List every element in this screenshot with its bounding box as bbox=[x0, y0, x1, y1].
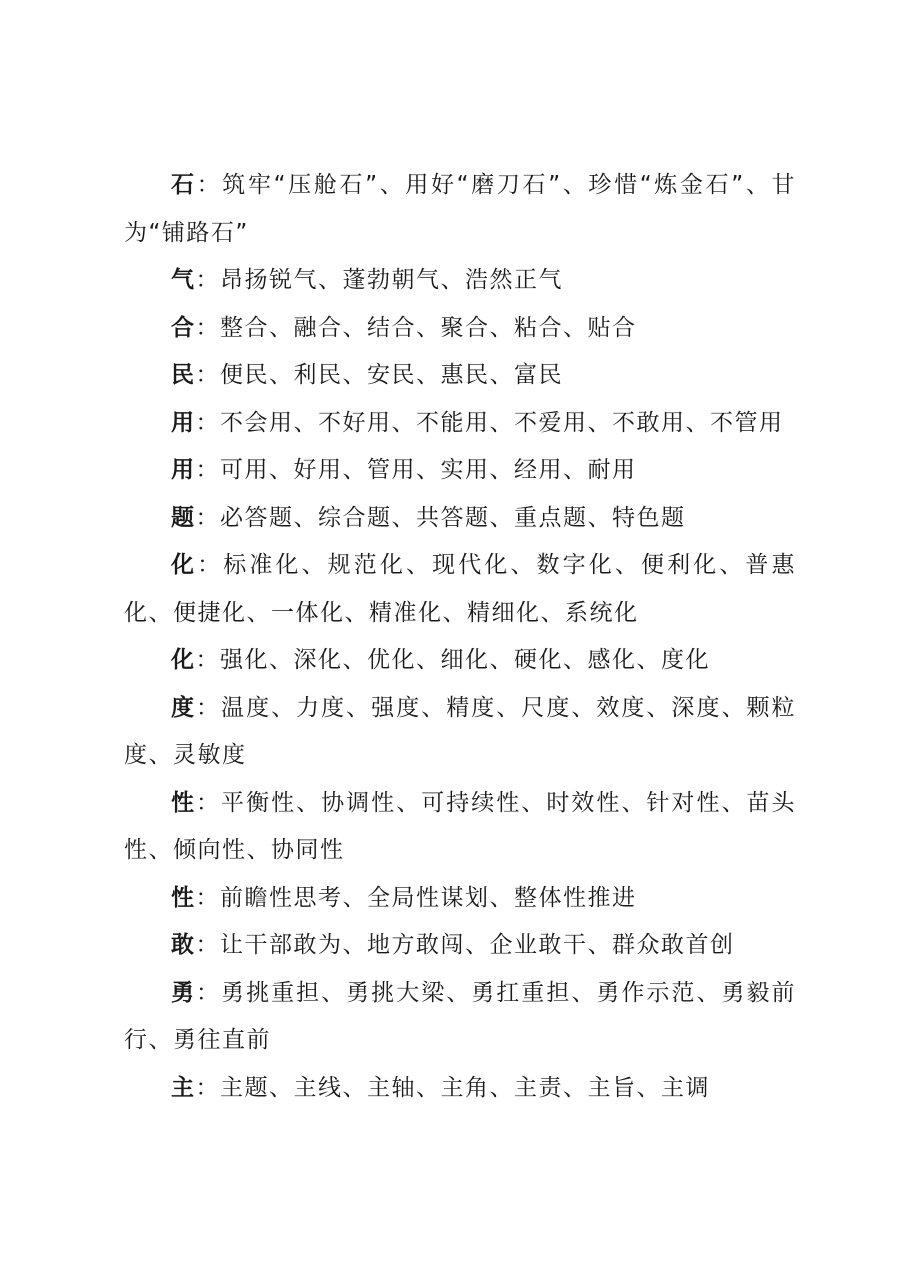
entry-text: ：昂扬锐气、蓬勃朝气、浩然正气 bbox=[195, 267, 563, 293]
entry-xing-1 bbox=[124, 780, 796, 875]
entry-yong-brave bbox=[124, 970, 796, 1065]
entry-key: 题 bbox=[171, 504, 196, 531]
entry-text: ：主题、主线、主轴、主角、主责、主旨、主调 bbox=[195, 1074, 710, 1101]
entry-hua-2 bbox=[124, 637, 796, 685]
entry-ti bbox=[124, 495, 796, 543]
entry-key: 合 bbox=[171, 314, 196, 341]
entry-key: 石 bbox=[171, 172, 197, 198]
entry-text: ：勇挑重担、勇挑大梁、勇扛重担、勇作示范、勇毅前行、勇往直前 bbox=[124, 979, 797, 1053]
entry-text: ：前瞻性思考、全局性谋划、整体性推进 bbox=[195, 884, 637, 911]
entry-text: ：让干部敢为、地方敢闯、企业敢干、群众敢首创 bbox=[195, 932, 735, 958]
entry-text: ：标准化、规范化、现代化、数字化、便利化、普惠化、便捷化、一体化、精准化、精细化、系统化 bbox=[124, 552, 797, 626]
entry-he bbox=[124, 305, 796, 353]
entry-key: 度 bbox=[171, 694, 197, 721]
entry-key: 勇 bbox=[171, 979, 197, 1006]
entry-text: ：温度、力度、强度、精度、尺度、效度、深度、颗粒度、灵敏度 bbox=[124, 694, 797, 768]
entry-xing-2 bbox=[124, 875, 796, 923]
entry-key: 性 bbox=[171, 789, 197, 816]
entry-text: ：平衡性、协调性、可持续性、时效性、针对性、苗头性、倾向性、协同性 bbox=[124, 789, 797, 863]
entry-gan bbox=[124, 922, 796, 970]
entry-key: 用 bbox=[171, 409, 196, 436]
entry-yong-1 bbox=[124, 400, 796, 448]
entry-key: 化 bbox=[171, 552, 198, 578]
entry-key: 性 bbox=[171, 884, 196, 911]
entry-key: 民 bbox=[171, 362, 196, 388]
entry-hua-1 bbox=[124, 542, 796, 637]
entry-du bbox=[124, 685, 796, 780]
entry-min bbox=[124, 352, 796, 400]
entry-qi bbox=[124, 257, 796, 305]
entry-yong-2 bbox=[124, 447, 796, 495]
entry-key: 气 bbox=[171, 267, 196, 293]
entry-zhu bbox=[124, 1065, 796, 1113]
entry-key: 敢 bbox=[171, 932, 196, 958]
entry-text: ：可用、好用、管用、实用、经用、耐用 bbox=[195, 457, 637, 483]
entry-text: ：整合、融合、结合、聚合、粘合、贴合 bbox=[195, 314, 637, 341]
entry-shi bbox=[124, 162, 796, 257]
entry-text: ：必答题、综合题、共答题、重点题、特色题 bbox=[195, 504, 686, 531]
entry-key: 主 bbox=[171, 1074, 196, 1101]
entry-key: 用 bbox=[171, 457, 196, 483]
entry-text: ：强化、深化、优化、细化、硬化、感化、度化 bbox=[195, 647, 710, 673]
document-body bbox=[124, 162, 796, 1112]
entry-text: ：便民、利民、安民、惠民、富民 bbox=[195, 362, 563, 388]
entry-text: ：筑牢“压舱石”、用好“磨刀石”、珍惜“炼金石”、甘为“铺路石” bbox=[124, 172, 796, 246]
entry-text: ：不会用、不好用、不能用、不爱用、不敢用、不管用 bbox=[195, 409, 784, 436]
entry-key: 化 bbox=[171, 647, 196, 673]
